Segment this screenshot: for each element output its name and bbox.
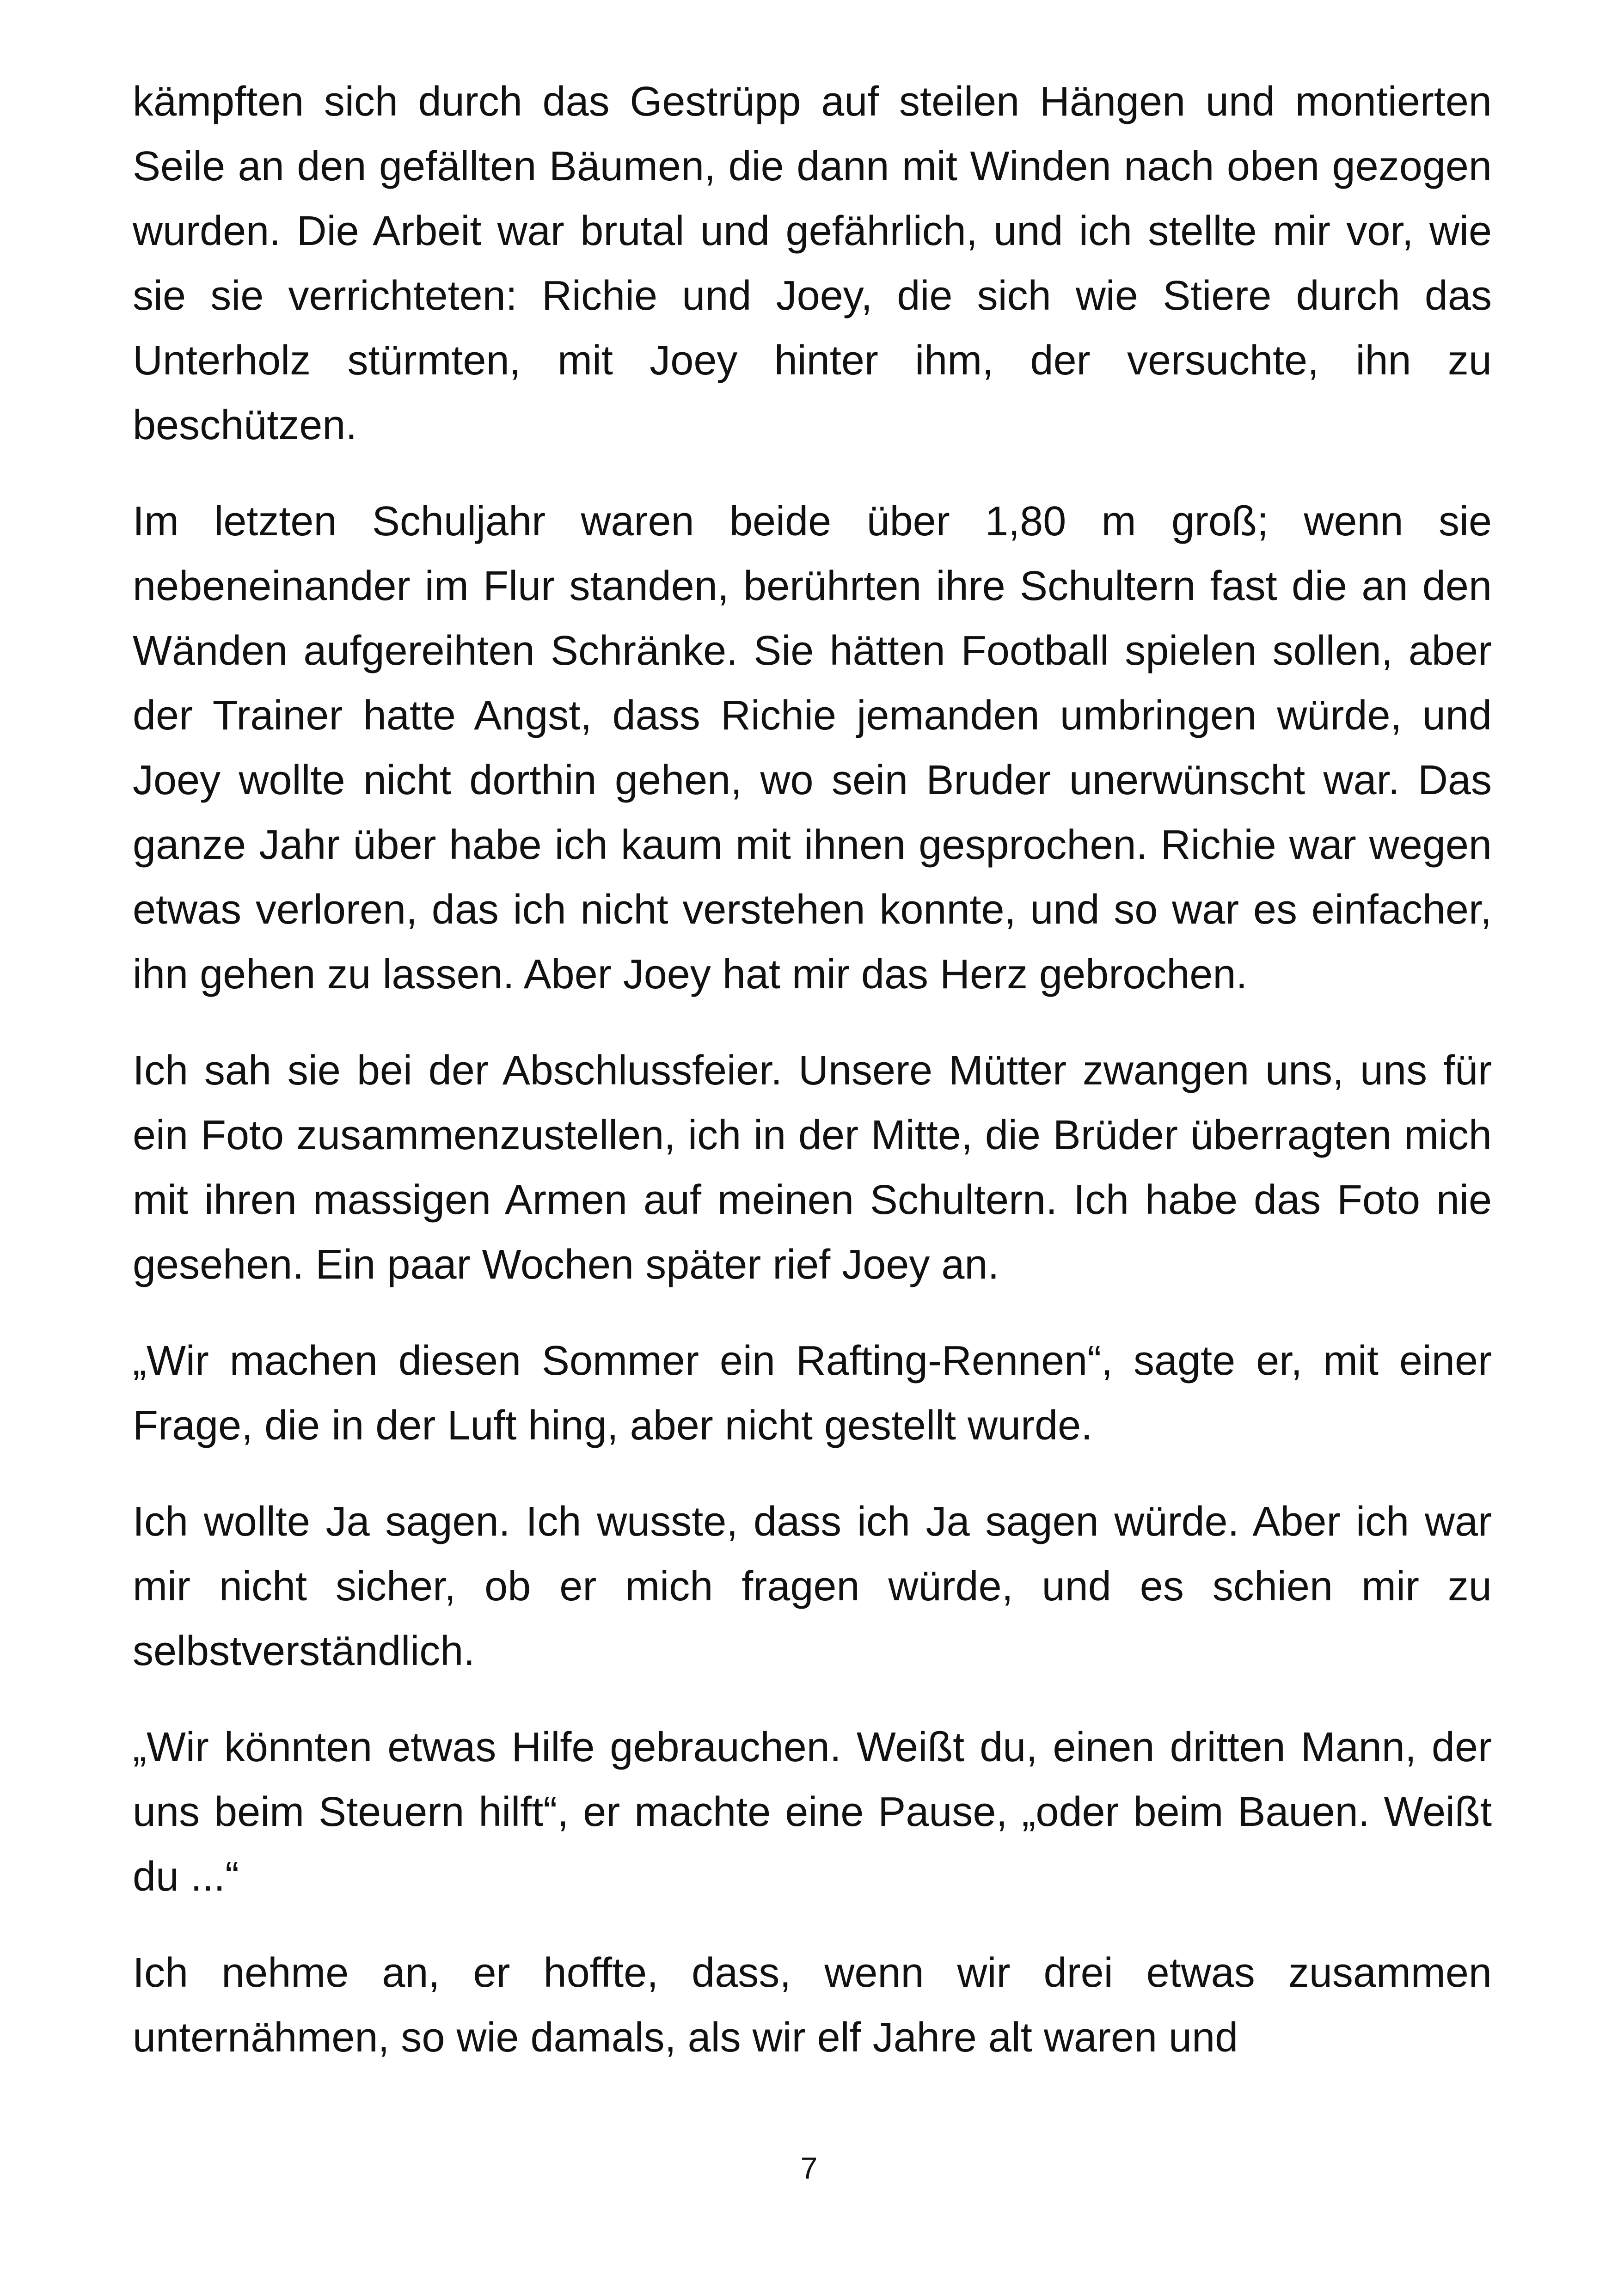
- paragraph-6: „Wir könnten etwas Hilfe gebrauchen. Weißt du, einen dritten Mann, der uns beim Steuern hilft“, er machte eine Pause, „oder beim Bauen. Weißt du ...“: [133, 1724, 1492, 1900]
- paragraph-1: kämpften sich durch das Gestrüpp auf steilen Hängen und montierten Seile an den gefällten Bäumen, die dann mit Winden nach oben gezogen wurden. Die Arbeit war brutal und gefährlich, und ich stellte mir vor, wie sie sie verrichteten: Richie und Joey, die sich wie Stiere durch das Unterholz stürmten, mit Joey hinter ihm, der versuchte, ihn zu beschützen.: [133, 79, 1492, 448]
- paragraph-7: Ich nehme an, er hoffte, dass, wenn wir drei etwas zusammen unternähmen, so wie damals, als wir elf Jahre alt waren und: [133, 1950, 1492, 2061]
- paragraph-3: Ich sah sie bei der Abschlussfeier. Unsere Mütter zwangen uns, uns für ein Foto zusammenzustellen, ich in der Mitte, die Brüder überragten mich mit ihren massigen Armen auf meinen Schultern. Ich habe das Foto nie gesehen. Ein paar Wochen später rief Joey an.: [133, 1047, 1492, 1288]
- paragraph-5: Ich wollte Ja sagen. Ich wusste, dass ich Ja sagen würde. Aber ich war mir nicht sicher, ob er mich fragen würde, und es schien mir zu selbstverständlich.: [133, 1499, 1492, 1674]
- page-number: 7: [800, 2151, 818, 2185]
- body-text: [133, 69, 1492, 2070]
- paragraph-4: „Wir machen diesen Sommer ein Rafting-Rennen“, sagte er, mit einer Frage, die in der Luft hing, aber nicht gestellt wurde.: [133, 1338, 1492, 1449]
- paragraph-2: Im letzten Schuljahr waren beide über 1,80 m groß; wenn sie nebeneinander im Flur standen, berührten ihre Schultern fast die an den Wänden aufgereihten Schränke. Sie hätten Football spielen sollen, aber der Trainer hatte Angst, dass Richie jemanden umbringen würde, und Joey wollte nicht dorthin gehen, wo sein Bruder unerwünscht war. Das ganze Jahr über habe ich kaum mit ihnen gesprochen. Richie war wegen etwas verloren, das ich nicht verstehen konnte, und so war es einfacher, ihn gehen zu lassen. Aber Joey hat mir das Herz gebrochen.: [133, 498, 1492, 998]
